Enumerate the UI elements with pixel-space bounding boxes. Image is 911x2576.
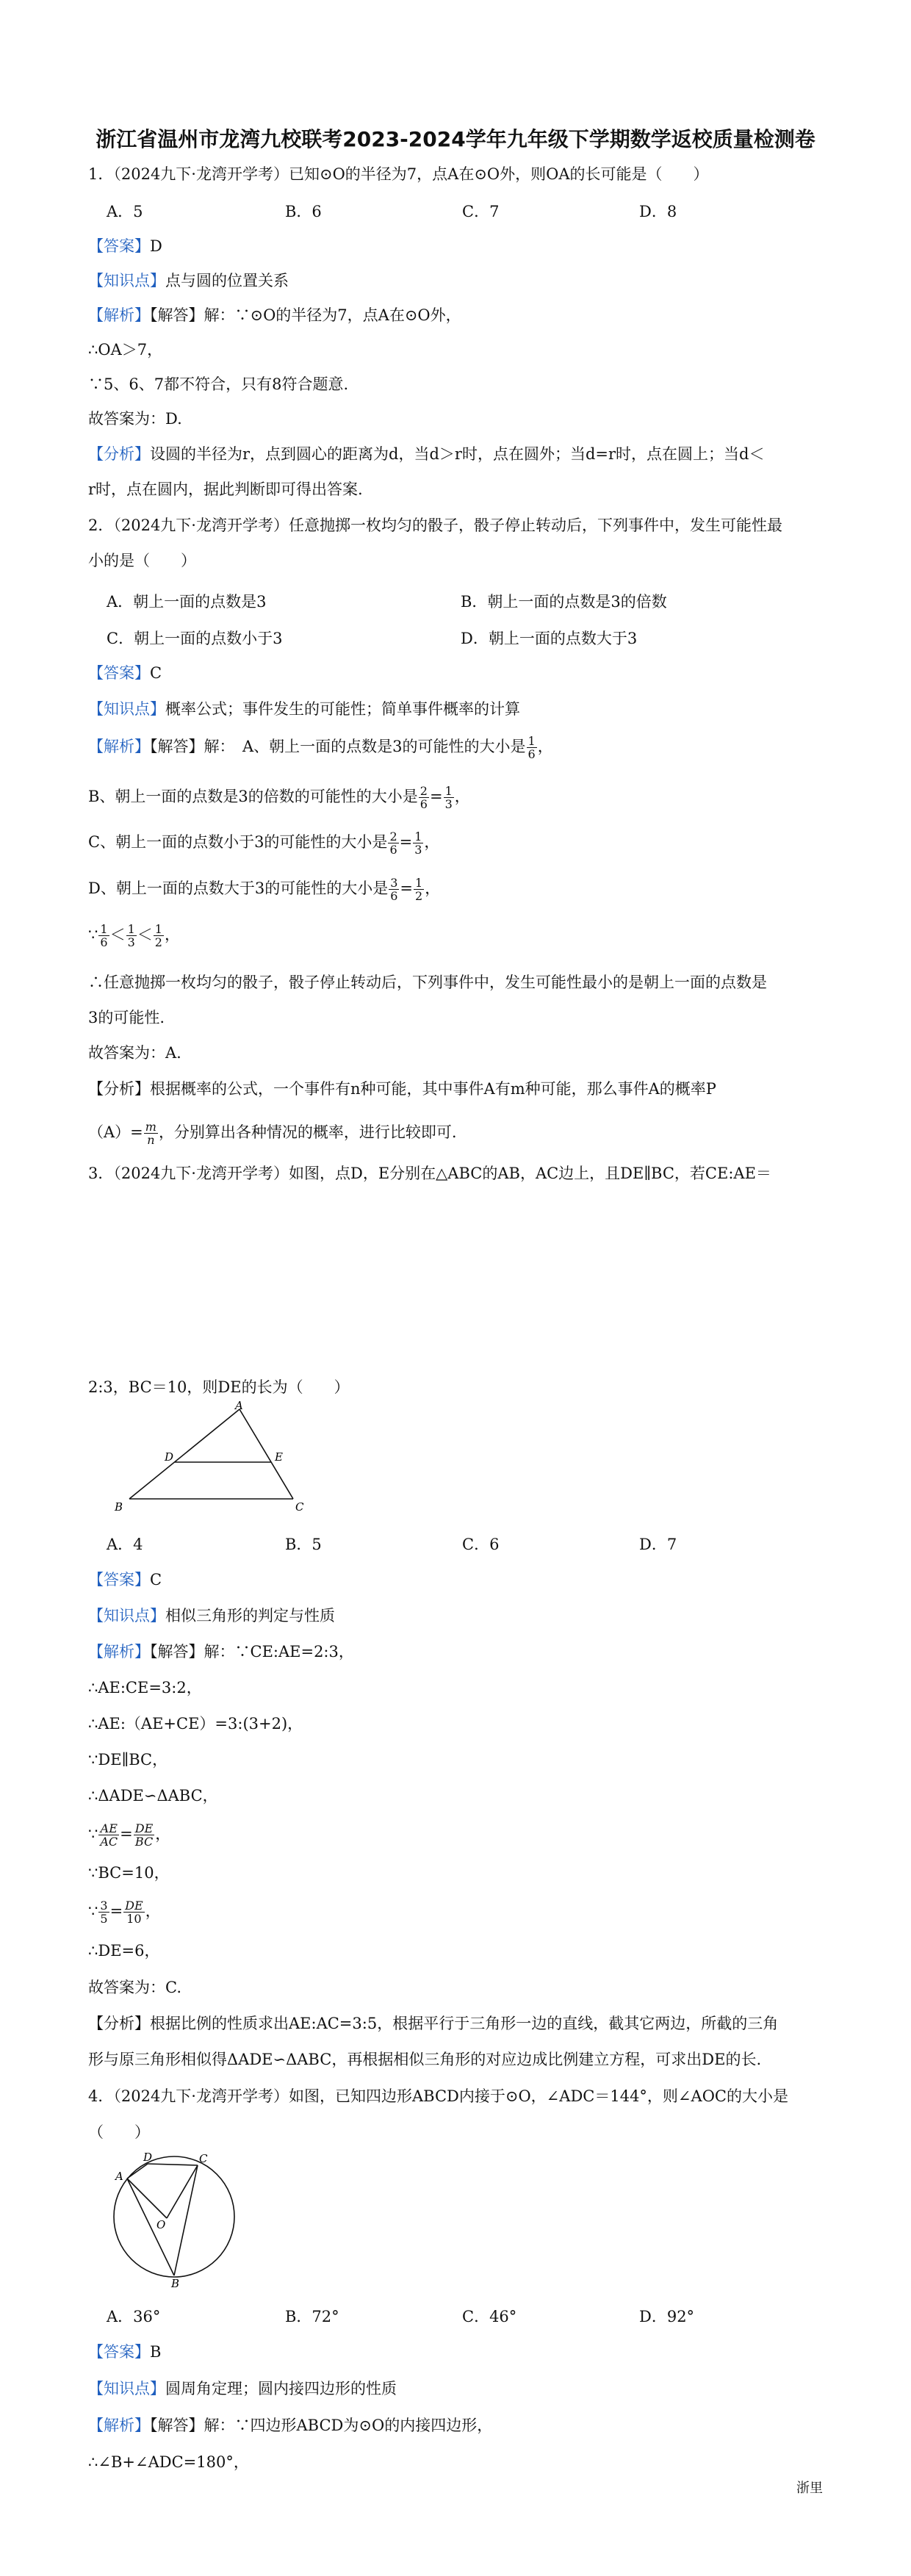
label-o: O [156, 2218, 166, 2231]
q1-solution-1: 【解析】【解答】解：∵⊙O的半径为7，点A在⊙O外， [88, 306, 461, 324]
q2-conclusion-1: ∴任意抛掷一枚均匀的骰子，骰子停止转动后，下列事件中，发生可能性最小的是朝上一面的点数是 [88, 974, 767, 991]
label-c: C [295, 1500, 304, 1514]
q2-stem-1: 2．（2024九下·龙湾开学考）任意抛掷一枚均匀的骰子，骰子停止转动后，下列事件中，发生可能性最 [88, 517, 782, 534]
q3-solution-5: ∴ΔADE∽ΔABC， [88, 1787, 218, 1805]
q2-choice-b: B．朝上一面的点数是3的倍数 [461, 593, 667, 611]
q4-answer: 【答案】B [88, 2343, 162, 2361]
q3-solution-6: ∵BC=10， [88, 1864, 170, 1882]
q4-choice-c: C．46° [462, 2308, 517, 2325]
q4-stem-1: 4．（2024九下·龙湾开学考）如图，已知四边形ABCD内接于⊙O，∠ADC＝144°，则∠AOC的大小是 [88, 2087, 788, 2105]
q3-solution-8: 故答案为：C. [88, 1979, 181, 1996]
q3-solution-4: ∵DE∥BC， [88, 1751, 168, 1769]
label-b: B [115, 1500, 123, 1514]
q4-knowledge-point: 【知识点】圆周角定理；圆内接四边形的性质 [88, 2380, 397, 2397]
q1-knowledge-point: 【知识点】点与圆的位置关系 [88, 272, 289, 289]
side-ac [240, 1409, 293, 1499]
q3-stem-2: 2:3，BC＝10，则DE的长为（ ） [88, 1378, 350, 1396]
q3-solution-2: ∴AE:CE=3:2， [88, 1679, 202, 1697]
q1-analysis-2: r时，点在圆内，据此判断即可得出答案. [88, 481, 363, 498]
q4-stem-2: （ ） [88, 2123, 150, 2141]
q3-proportion-2: ∵ $\frac{3}{5}$ = $\frac{DE}{10}$ ， [88, 1899, 161, 1926]
segment-ad [127, 2164, 148, 2179]
q3-choice-b: B．5 [285, 1536, 322, 1553]
q1-choice-d: D．8 [639, 203, 677, 220]
q3-knowledge-point: 【知识点】相似三角形的判定与性质 [88, 1607, 335, 1625]
q2-knowledge-point: 【知识点】概率公式；事件发生的可能性；简单事件概率的计算 [88, 700, 520, 718]
q2-comparison: ∵ $\frac{1}{6}$ ＜ $\frac{1}{3}$ ＜ $\frac{1}{2}$ ， [88, 922, 180, 949]
q1-choice-c: C．7 [462, 203, 500, 220]
label-a: A [235, 1400, 243, 1412]
q3-solution-1: 【解析】【解答】解：∵CE:AE=2:3， [88, 1643, 354, 1661]
q3-analysis-2: 形与原三角形相似得ΔADE∽ΔABC，再根据相似三角形的对应边成比例建立方程，可求出DE的长. [88, 2051, 762, 2068]
q2-final: 故答案为：A. [88, 1044, 181, 1062]
segment-dc [148, 2164, 198, 2165]
label-e: E [275, 1450, 283, 1464]
label-a: A [115, 2170, 123, 2183]
q2-choice-d: D．朝上一面的点数大于3 [461, 630, 638, 647]
q3-solution-3: ∴AE:（AE+CE）=3:(3+2)， [88, 1715, 303, 1733]
segment-ao [127, 2179, 167, 2218]
q4-choice-b: B．72° [285, 2308, 339, 2325]
q2-solution-c: C、朝上一面的点数小于3的可能性的大小是 $\frac{2}{6}$ = $\frac{1}{3}$ ， [88, 830, 440, 857]
q2-answer: 【答案】C [88, 664, 162, 682]
q1-answer: 【答案】D [88, 237, 162, 255]
page-title: 浙江省温州市龙湾九校联考2023-2024学年九年级下学期数学返校质量检测卷 [96, 127, 815, 151]
segment-cb [174, 2165, 198, 2275]
q4-solution-2: ∴∠B+∠ADC=180°， [88, 2453, 249, 2471]
q4-choice-d: D．92° [639, 2308, 695, 2325]
q3-answer: 【答案】C [88, 1571, 162, 1589]
q3-stem-1: 3．（2024九下·龙湾开学考）如图，点D，E分别在△ABC的AB，AC边上，且DE∥BC，若CE:AE＝ [88, 1165, 771, 1182]
q3-analysis-1: 【分析】根据比例的性质求出AE:AC=3:5，根据平行于三角形一边的直线，截其它两边，所截的三角 [88, 2015, 779, 2032]
q2-solution-d: D、朝上一面的点数大于3的可能性的大小是 $\frac{3}{6}$ = $\frac{1}{2}$ ， [88, 876, 441, 903]
q4-circle-figure [107, 2149, 253, 2289]
q2-choice-c: C．朝上一面的点数小于3 [107, 630, 283, 647]
page-footer: 浙里 [796, 2480, 823, 2496]
q2-analysis-1: 【分析】根据概率的公式，一个事件有n种可能，其中事件A有m种可能，那么事件A的概率P [88, 1080, 716, 1098]
q2-solution-a: 【解析】【解答】解： A、朝上一面的点数是3的可能性的大小是 $\frac{1}{6}$ ， [88, 734, 553, 761]
q1-solution-3: ∵5、6、7都不符合，只有8符合题意. [88, 375, 349, 393]
q4-solution-1: 【解析】【解答】解：∵四边形ABCD为⊙O的内接四边形， [88, 2417, 493, 2434]
q1-solution-4: 故答案为：D. [88, 410, 182, 428]
q1-analysis-1: 【分析】设圆的半径为r，点到圆心的距离为d，当d＞r时，点在圆外；当d=r时，点在圆上；当d＜ [88, 445, 765, 463]
segment-ab [127, 2179, 174, 2275]
q3-choice-d: D．7 [639, 1536, 677, 1553]
q3-proportion-1: ∵ $\frac{AE}{AC}$ = $\frac{DE}{BC}$ ， [88, 1821, 171, 1849]
label-c: C [199, 2152, 208, 2165]
q3-solution-7: ∴DE=6， [88, 1942, 160, 1960]
q1-choice-a: A．5 [107, 203, 143, 220]
q3-choice-c: C．6 [462, 1536, 500, 1553]
label-d: D [143, 2151, 153, 2164]
q3-choice-a: A．4 [107, 1536, 143, 1553]
q2-solution-b: B、朝上一面的点数是3的倍数的可能性的大小是 $\frac{2}{6}$ = $\frac{1}{3}$ ， [88, 784, 470, 811]
segment-oc [167, 2165, 198, 2218]
q4-choice-a: A．36° [107, 2308, 161, 2325]
q3-triangle-figure [110, 1400, 323, 1518]
q1-solution-2: ∴OA＞7， [88, 341, 163, 359]
side-ab [129, 1409, 240, 1499]
label-b: B [171, 2277, 180, 2289]
q1-choice-b: B．6 [285, 203, 322, 220]
q2-choice-a: A．朝上一面的点数是3 [107, 593, 267, 611]
q2-conclusion-2: 3的可能性. [88, 1009, 165, 1026]
fraction-1-6: $\frac{1}{6}$ [527, 734, 536, 761]
q2-analysis-2: （A）= $\frac{m}{n}$ ，分别算出各种情况的概率，进行比较即可. [88, 1120, 457, 1147]
q2-stem-2: 小的是（ ） [88, 552, 196, 569]
label-d: D [165, 1450, 174, 1464]
q1-stem: 1．（2024九下·龙湾开学考）已知⊙O的半径为7，点A在⊙O外，则OA的长可能是（ ） [88, 165, 709, 183]
